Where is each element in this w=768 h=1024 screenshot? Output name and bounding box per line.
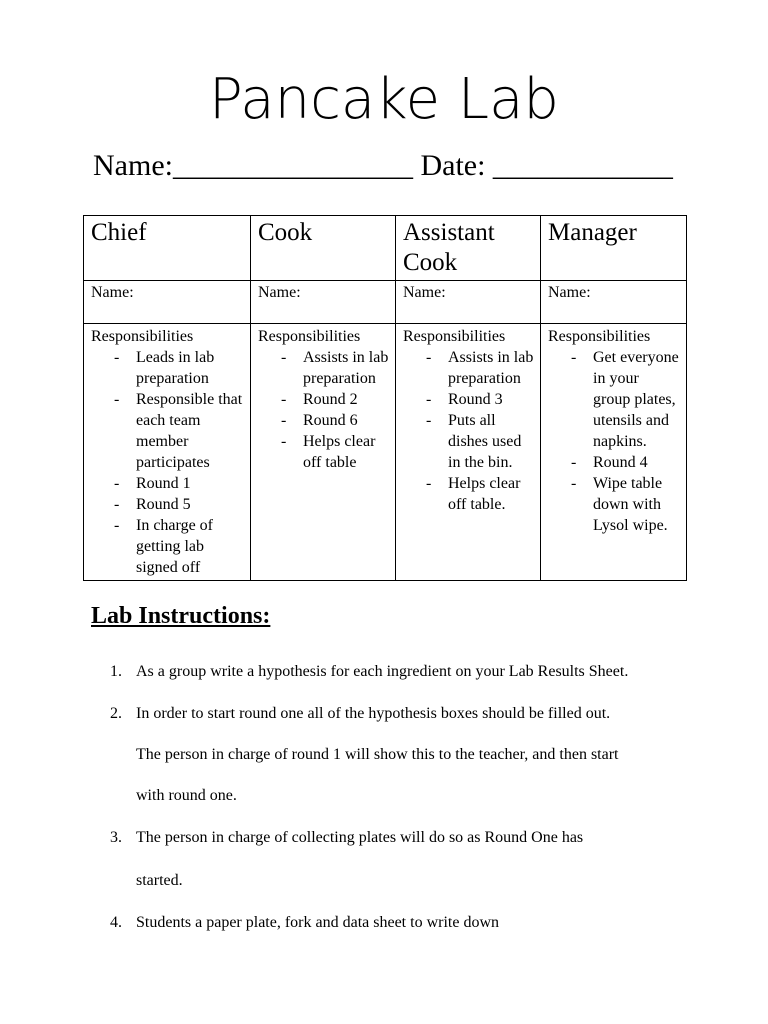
name-date-line: Name:________________ Date: ____________ [93,149,673,182]
resp-cell-cook [251,324,396,581]
instruction-text: The person in charge of collecting plates will do so as Round One has [136,829,584,846]
instruction-item [110,912,710,933]
instruction-text: As a group write a hypothesis for each ingredient on your Lab Results Sheet. [136,663,629,680]
header-manager: Manager [541,216,687,281]
instruction-number: 3. [110,829,122,846]
resp-list-chief [91,347,244,578]
instruction-item [110,703,710,806]
resp-cell-chief [84,324,251,581]
responsibilities-row [84,324,687,581]
list-item: - Round 3 [403,389,534,410]
instructions-list [110,661,710,933]
roles-table [83,215,687,581]
name-cell-manager: Name: [541,281,687,324]
header-assistant-cook: Assistant Cook [396,216,541,281]
instruction-text: Students a paper plate, fork and data sheet to write down [136,914,499,931]
list-item: - Assists in lab preparation [403,347,534,389]
header-cook: Cook [251,216,396,281]
roles-header-row [84,216,687,281]
resp-list-cook [258,347,389,473]
instruction-number: 4. [110,914,122,931]
list-item: - Helps clear off table [258,431,389,473]
list-item: - Responsible that each team member participates [91,389,244,473]
instruction-item [110,661,710,682]
list-item: - Assists in lab preparation [258,347,389,389]
list-item: - Get everyone in your group plates, utensils and napkins. [548,347,680,452]
instruction-text: with round one. [136,787,237,804]
list-item: - Round 6 [258,410,389,431]
instruction-item [110,827,710,891]
list-item: - Puts all dishes used in the bin. [403,410,534,473]
list-item: - In charge of getting lab signed off [91,515,244,578]
list-item: - Helps clear off table. [403,473,534,515]
resp-cell-assistant-cook [396,324,541,581]
list-item: - Round 1 [91,473,244,494]
name-cell-cook: Name: [251,281,396,324]
header-chief: Chief [84,216,251,281]
instruction-number: 2. [110,705,122,722]
instruction-number: 1. [110,663,122,680]
name-cell-assistant-cook: Name: [396,281,541,324]
list-item: - Wipe table down with Lysol wipe. [548,473,680,536]
list-item: - Round 4 [548,452,680,473]
list-item: - Round 2 [258,389,389,410]
name-row [84,281,687,324]
resp-label: Responsibilities [258,328,361,345]
instruction-text: started. [136,872,183,889]
resp-cell-manager [541,324,687,581]
resp-label: Responsibilities [548,328,651,345]
name-cell-chief: Name: [84,281,251,324]
resp-list-assistant-cook [403,347,534,515]
resp-label: Responsibilities [91,328,194,345]
list-item: - Leads in lab preparation [91,347,244,389]
resp-list-manager [548,347,680,536]
resp-label: Responsibilities [403,328,506,345]
instructions-heading: Lab Instructions: [91,603,271,629]
page-title: Pancake Lab [209,67,559,132]
instruction-text: In order to start round one all of the hypothesis boxes should be filled out. [136,705,611,722]
instruction-text: The person in charge of round 1 will show this to the teacher, and then start [136,746,619,763]
list-item: - Round 5 [91,494,244,515]
